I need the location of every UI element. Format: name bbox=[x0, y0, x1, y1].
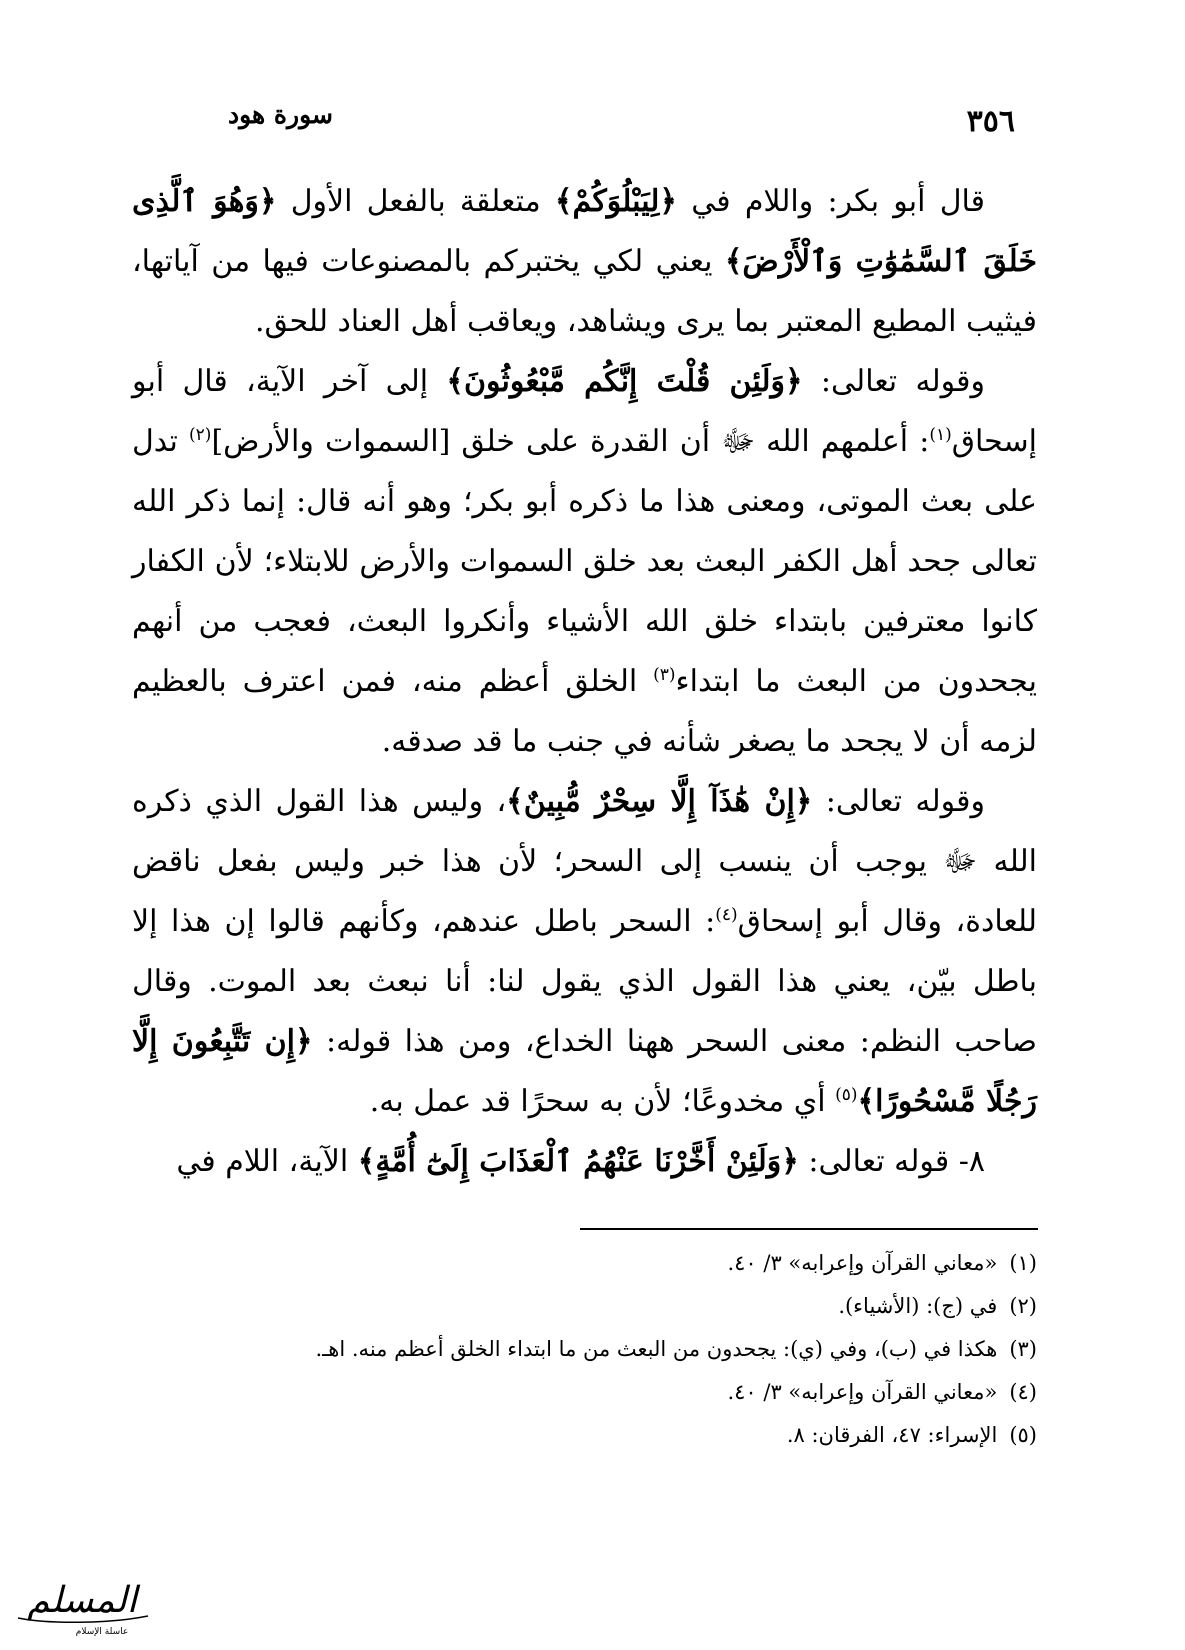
footnote bbox=[132, 1242, 1037, 1285]
text-segment: : السحر باطل عندهم، وكأنهم قالوا إن هذا إلا باطل بيّن، يعني هذا القول الذي يقول لنا: أنا نبعث بعد الموت. وقال صاحب النظم: معنى السحر ههنا الخداع، ومن هذا قوله: bbox=[132, 904, 1037, 1059]
footnote bbox=[132, 1285, 1037, 1328]
logo-subtext: عاسلة الإسلام bbox=[75, 1627, 129, 1637]
text-segment: وقوله تعالى: bbox=[802, 364, 985, 399]
footnote-number: (٣) bbox=[1009, 1337, 1037, 1361]
footnote-ref: (٢) bbox=[189, 425, 212, 445]
footnotes bbox=[132, 1242, 1037, 1457]
text-segment: أي مخدوعًا؛ لأن به سحرًا قد عمل به. bbox=[369, 1084, 836, 1119]
footnote-ref: (١) bbox=[929, 425, 952, 445]
text-segment: : أعلمهم الله ﷻ أن القدرة على خلق [السموات والأرض] bbox=[211, 424, 930, 459]
text-segment: تدل على بعث الموتى، ومعنى هذا ما ذكره أبو بكر؛ وهو أنه قال: إنما ذكر الله تعالى جحد أهل الكفر البعث بعد خلق السموات والأرض للابتلاء؛ لأن الكفار كانوا معترفين بابتداء خلق الله الأشياء وأنكروا البعث، فعجب من أنهم يجحدون من البعث ما ابتداء bbox=[132, 424, 1037, 699]
paragraph-2 bbox=[132, 352, 1037, 772]
footnote-ref: (٣) bbox=[653, 665, 676, 685]
text-segment: الآية، اللام في bbox=[176, 1144, 358, 1179]
surah-title: سورة هود bbox=[228, 100, 333, 129]
footnote bbox=[132, 1414, 1037, 1457]
footnote-number: (٢) bbox=[1009, 1294, 1037, 1318]
library-logo-icon bbox=[8, 1572, 156, 1640]
quran-quote: ﴿وَهُوَ ٱلَّذِى خَلَقَ ٱلسَّمَٰوَٰتِ وَٱلْأَرْضَ﴾ bbox=[132, 184, 1038, 279]
footnote-number: (٤) bbox=[1009, 1380, 1037, 1404]
logo-text: المسلم bbox=[27, 1580, 137, 1621]
footnote-text: «معاني القرآن وإعرابه» ٣/ ٤٠. bbox=[727, 1251, 998, 1275]
footnote-number: (١) bbox=[1009, 1251, 1037, 1275]
footnote-text: «معاني القرآن وإعرابه» ٣/ ٤٠. bbox=[727, 1380, 998, 1404]
quran-quote: ﴿وَلَئِنْ أَخَّرْنَا عَنْهُمُ ٱلْعَذَابَ إِلَىٰٓ أُمَّةٍ﴾ bbox=[357, 1144, 799, 1179]
quran-quote: ﴿إِن تَتَّبِعُونَ إِلَّا رَجُلًا مَّسْحُورًا﴾ bbox=[132, 1024, 1037, 1119]
text-segment: إلى آخر الآية، قال أبو إسحاق bbox=[132, 364, 1037, 459]
text-segment: يعني لكي يختبركم بالمصنوعات فيها من آياتها، فيثيب المطيع المعتبر بما يرى ويشاهد، ويعاقب أهل العناد للحق. bbox=[132, 244, 1037, 339]
main-text bbox=[132, 172, 1037, 1192]
paragraph-3 bbox=[132, 772, 1037, 1132]
quran-quote: ﴿لِيَبْلُوَكُمْ﴾ bbox=[554, 184, 678, 219]
page-number: ٣٥٦ bbox=[966, 104, 1015, 139]
footnote-text: الإسراء: ٤٧، الفرقان: ٨. bbox=[786, 1423, 998, 1447]
text-segment: ، وليس هذا القول الذي ذكره الله ﷻ يوجب أن ينسب إلى السحر؛ لأن هذا خبر وليس بفعل ناقض للعادة، وقال أبو إسحاق bbox=[132, 784, 1038, 939]
footnote-ref: (٤) bbox=[715, 905, 738, 925]
text-segment: وقوله تعالى: bbox=[812, 784, 985, 819]
footnote-ref: (٥) bbox=[835, 1085, 858, 1105]
footnote-text: في (ج): (الأشياء). bbox=[838, 1294, 998, 1318]
footnote-text: هكذا في (ب)، وفي (ي): يجحدون من البعث من ما ابتداء الخلق أعظم منه. اهـ. bbox=[315, 1337, 998, 1361]
text-segment: متعلقة بالفعل الأول bbox=[276, 184, 555, 219]
paragraph-4 bbox=[132, 1132, 1037, 1192]
text-segment: الخلق أعظم منه، فمن اعترف بالعظيم لزمه أن لا يجحد ما يصغر شأنه في جنب ما قد صدقه. bbox=[132, 664, 1037, 759]
footnote-number: (٥) bbox=[1009, 1423, 1037, 1447]
text-segment: ٨- قوله تعالى: bbox=[798, 1144, 985, 1179]
quran-quote: ﴿وَلَئِن قُلْتَ إِنَّكُم مَّبْعُوثُونَ﴾ bbox=[446, 364, 803, 399]
quran-quote: ﴿إِنْ هَٰذَآ إِلَّا سِحْرٌ مُّبِينٌ﴾ bbox=[506, 784, 813, 819]
paragraph-1 bbox=[132, 172, 1037, 352]
text-segment: قال أبو بكر: واللام في bbox=[677, 184, 985, 219]
footnote bbox=[132, 1371, 1037, 1414]
footnote bbox=[132, 1328, 1037, 1371]
footnote-divider bbox=[580, 1228, 1038, 1230]
